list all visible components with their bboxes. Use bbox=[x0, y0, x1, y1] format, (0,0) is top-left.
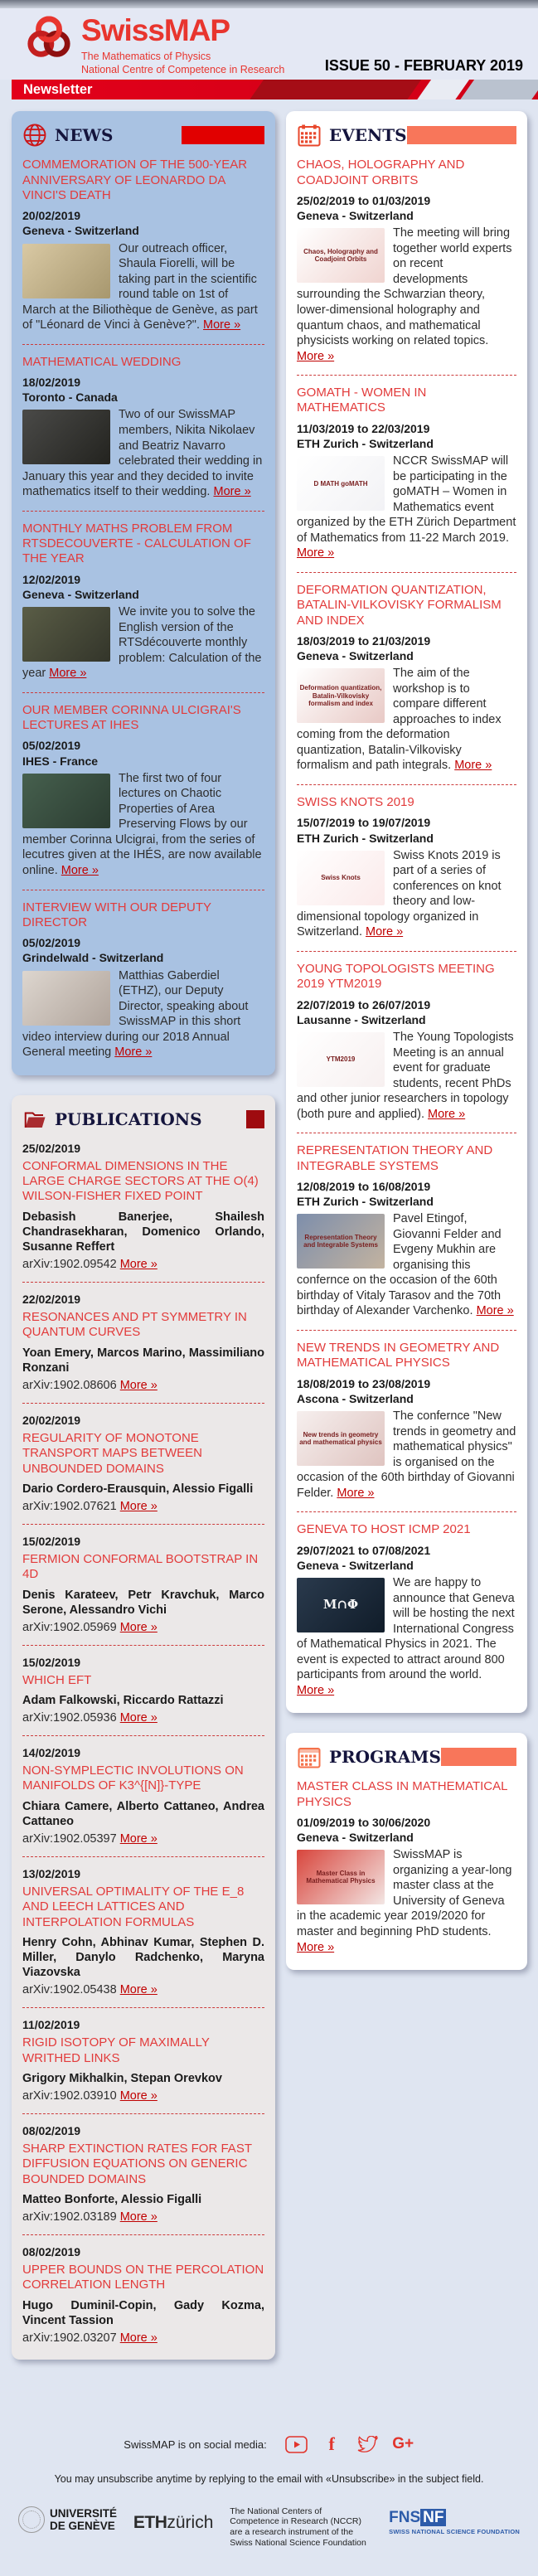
item-location: Lausanne - Switzerland bbox=[297, 1012, 426, 1026]
item-date: 08/02/2019 bbox=[22, 2124, 81, 2138]
item-body: We invite you to solve the English version of the RTSdécouverte monthly problem: Calculation of the year More » bbox=[22, 605, 262, 681]
item-body: Swiss Knots Swiss Knots 2019 is part of a series of conferences on knot theory and low-dimensional topology organized in Switzerland. More » bbox=[297, 848, 502, 939]
item-location: Geneva - Switzerland bbox=[297, 649, 414, 663]
snsf-caption: SWISS NATIONAL SCIENCE FOUNDATION bbox=[389, 2527, 520, 2535]
publication-item bbox=[22, 1735, 264, 1846]
item-body: YTM2019 The Young Topologists Meeting is an annual event for graduate students, recent PhDs and other junior researchers in topology (both pure and applied). More » bbox=[297, 1030, 514, 1121]
events-heading-bar bbox=[407, 126, 516, 144]
more-link[interactable]: More » bbox=[119, 1620, 158, 1634]
item-authors: Grigory Mikhalkin, Stepan Orevkov bbox=[22, 2071, 222, 2085]
more-link[interactable]: More » bbox=[119, 1499, 158, 1513]
calendar-icon bbox=[297, 123, 322, 148]
item-dates: 12/08/2019 to 16/08/2019 bbox=[297, 1179, 431, 1193]
item-authors: Yoan Emery, Marcos Marino, Massimiliano Ronzani bbox=[22, 1346, 264, 1375]
item-body: Matthias Gaberdiel (ETHZ), our Deputy Director, speaking about SwissMAP in this short video interview during our 2018 Annual General meeting More » bbox=[22, 968, 249, 1060]
more-link[interactable]: More » bbox=[297, 349, 335, 363]
eth-zurich-logo[interactable] bbox=[133, 2513, 214, 2533]
facebook-icon[interactable]: f bbox=[328, 2433, 335, 2455]
more-link[interactable]: More » bbox=[119, 2331, 158, 2345]
representation-theory-poster[interactable]: Representation Theory and Integrable Systems bbox=[297, 1214, 385, 1269]
program-item bbox=[297, 1779, 516, 1955]
item-title[interactable]: COMMEMORATION OF THE 500-YEAR ANNIVERSARY OF LEONARDO DA VINCI'S DEATH bbox=[22, 158, 248, 202]
event-item bbox=[297, 784, 516, 940]
item-date: 18/02/2019 bbox=[22, 376, 81, 390]
item-location: ETH Zurich - Switzerland bbox=[297, 1195, 434, 1209]
publication-item bbox=[22, 1142, 264, 1271]
item-dates: 29/07/2021 to 07/08/2021 bbox=[297, 1543, 431, 1557]
news-heading-bar bbox=[182, 126, 264, 144]
folder-icon bbox=[22, 1107, 47, 1132]
newsletter-header bbox=[0, 8, 538, 80]
publication-item bbox=[22, 2113, 264, 2224]
more-link[interactable]: More » bbox=[428, 1107, 466, 1121]
arxiv-line bbox=[22, 1983, 264, 1996]
item-title[interactable]: MONTHLY MATHS PROBLEM FROM RTSDECOUVERTE - CALCULATION OF THE YEAR bbox=[22, 521, 251, 566]
arxiv-line bbox=[22, 1379, 264, 1392]
item-title[interactable]: NON-SYMPLECTIC INVOLUTIONS ON MANIFOLDS OF K3^{[N]}-TYPE bbox=[22, 1763, 244, 1793]
event-item bbox=[297, 572, 516, 774]
publication-item bbox=[22, 2234, 264, 2345]
more-link[interactable]: More » bbox=[119, 1711, 158, 1725]
item-title[interactable]: GOMATH - WOMEN IN MATHEMATICS bbox=[297, 386, 427, 415]
new-trends-poster[interactable]: New trends in geometry and mathematical physics bbox=[297, 1411, 385, 1466]
item-authors: Henry Cohn, Abhinav Kumar, Stephen D. Miller, Danylo Radchenko, Maryna Viazovska bbox=[22, 1935, 264, 1980]
arxiv-id: arXiv:1902.05936 bbox=[22, 1711, 117, 1725]
item-location: Geneva - Switzerland bbox=[22, 224, 139, 238]
arxiv-id: arXiv:1902.09542 bbox=[22, 1258, 117, 1272]
arxiv-line bbox=[22, 2331, 264, 2345]
publications-list bbox=[22, 1142, 264, 2345]
publication-item bbox=[22, 1856, 264, 1996]
item-authors: Denis Karateev, Petr Kravchuk, Marco Serone, Alessandro Vichi bbox=[22, 1588, 264, 1617]
matthias-gaberdiel-video-still[interactable] bbox=[22, 971, 110, 1026]
item-title[interactable]: DEFORMATION QUANTIZATION, BATALIN-VILKOVISKY FORMALISM AND INDEX bbox=[297, 582, 502, 628]
item-title[interactable]: CONFORMAL DIMENSIONS IN THE LARGE CHARGE SECTORS AT THE O(4) WILSON-FISHER FIXED POINT bbox=[22, 1158, 259, 1204]
item-date: 05/02/2019 bbox=[22, 936, 81, 950]
snsf-nf-text: NF bbox=[420, 2509, 446, 2526]
arxiv-line bbox=[22, 1621, 264, 1634]
event-item bbox=[297, 375, 516, 561]
brand-title: SwissMAP bbox=[81, 13, 230, 47]
arxiv-line bbox=[22, 1832, 264, 1846]
publications-heading-square bbox=[246, 1110, 264, 1128]
item-dates: 22/07/2019 to 26/07/2019 bbox=[297, 997, 431, 1011]
programs-heading: PROGRAMS bbox=[329, 1747, 441, 1768]
item-location: Toronto - Canada bbox=[22, 391, 118, 405]
more-link[interactable]: More » bbox=[61, 864, 99, 877]
programs-heading-bar bbox=[441, 1748, 516, 1766]
more-link[interactable]: More » bbox=[114, 1045, 153, 1060]
item-title[interactable]: RESONANCES AND PT SYMMETRY IN QUANTUM CURVES bbox=[22, 1310, 247, 1340]
item-title[interactable]: UPPER BOUNDS ON THE PERCOLATION CORRELATION LENGTH bbox=[22, 2263, 264, 2292]
calendar-grid-icon bbox=[297, 1744, 322, 1769]
arxiv-id: arXiv:1902.03910 bbox=[22, 2089, 117, 2103]
item-title[interactable]: OUR MEMBER CORINNA ULCIGRAI'S LECTURES AT IHES bbox=[22, 702, 241, 733]
events-card bbox=[286, 111, 527, 1713]
news-item bbox=[22, 692, 264, 879]
google-plus-icon[interactable]: G+ bbox=[392, 2435, 414, 2453]
item-body: New trends in geometry and mathematical physics The confernce "New trends in geometry and mathematical physics" is organised on the occasion of the 60th birthday of Giovanni Felder. More » bbox=[297, 1409, 516, 1500]
event-item bbox=[297, 1133, 516, 1319]
item-date: 25/02/2019 bbox=[22, 1141, 81, 1155]
events-list bbox=[297, 158, 516, 1698]
social-media-label: SwissMAP is on social media: bbox=[124, 2438, 267, 2451]
chaos-holography-poster[interactable]: Chaos, Holography and Coadjoint Orbits bbox=[297, 228, 385, 283]
item-body: Chaos, Holography and Coadjoint Orbits The meeting will bring together world experts on recent developments surrounding the Schwarzian theory, lower-dimensional holography and quantum chaos, and mathematical physicists working on related topics. More » bbox=[297, 226, 512, 363]
more-link[interactable]: More » bbox=[476, 1304, 514, 1318]
item-body: The first two of four lectures on Chaotic Properties of Area Preserving Flows by our member Corinna Ulcigrai, from the series of lecutres given at the IHÉS, are now available online. More » bbox=[22, 771, 262, 877]
leonardo-manuscript-photo[interactable] bbox=[22, 244, 110, 298]
news-card bbox=[12, 111, 275, 1075]
item-date: 15/02/2019 bbox=[22, 1534, 81, 1548]
item-dates: 01/09/2019 to 30/06/2020 bbox=[297, 1815, 431, 1829]
item-dates: 25/02/2019 to 01/03/2019 bbox=[297, 193, 431, 207]
item-authors: Hugo Duminil-Copin, Gady Kozma, Vincent Tassion bbox=[22, 2298, 264, 2327]
arxiv-line bbox=[22, 2089, 264, 2103]
corinna-ulcigrai-lecture-photo[interactable] bbox=[22, 774, 110, 828]
nccr-description: The National Centers of Competence in Research (NCCR) are a research instrument of the Swiss National Science Foundation bbox=[230, 2506, 366, 2548]
item-title[interactable]: NEW TRENDS IN GEOMETRY AND MATHEMATICAL PHYSICS bbox=[297, 1341, 500, 1370]
item-date: 08/02/2019 bbox=[22, 2245, 81, 2259]
item-location: Grindelwald - Switzerland bbox=[22, 951, 164, 965]
more-link[interactable]: More » bbox=[337, 1486, 375, 1500]
item-title[interactable]: MASTER CLASS IN MATHEMATICAL PHYSICS bbox=[297, 1779, 507, 1809]
more-link[interactable]: More » bbox=[119, 1378, 158, 1392]
item-title[interactable]: INTERVIEW WITH OUR DEPUTY DIRECTOR bbox=[22, 900, 211, 929]
snsf-logo[interactable] bbox=[389, 2510, 520, 2535]
item-body: Deformation quantization, Batalin-Vilkovisky formalism and index The aim of the workshop is to compare different approaches to index coming from the deformation quantization, Batalin-Vilkovisky formalism and path integrals. More » bbox=[297, 667, 502, 773]
item-title[interactable]: UNIVERSAL OPTIMALITY OF THE E_8 AND LEECH LATTICES AND INTERPOLATION FORMULAS bbox=[22, 1885, 245, 1929]
brand-tagline-1: The Mathematics of Physics bbox=[81, 51, 211, 62]
unige-name-line2: DE GENÈVE bbox=[50, 2519, 115, 2532]
rts-monthly-problem-photo[interactable] bbox=[22, 607, 110, 662]
eth-logo-light: zürich bbox=[167, 2512, 214, 2532]
gomath-dmath-logo[interactable]: D MATH goMATH bbox=[297, 456, 385, 511]
item-date: 15/02/2019 bbox=[22, 1655, 81, 1669]
item-authors: Chiara Camere, Alberto Cattaneo, Andrea Cattaneo bbox=[22, 1799, 264, 1828]
arxiv-line bbox=[22, 1258, 264, 1271]
item-dates: 18/08/2019 to 23/08/2019 bbox=[297, 1376, 431, 1390]
item-location: ETH Zurich - Switzerland bbox=[297, 831, 434, 845]
unige-name-line1: UNIVERSITÉ bbox=[50, 2506, 118, 2520]
news-item bbox=[22, 890, 264, 1060]
item-date: 20/02/2019 bbox=[22, 1413, 81, 1427]
item-title[interactable]: WHICH EFT bbox=[22, 1672, 92, 1687]
publication-item bbox=[22, 1282, 264, 1392]
item-body: D MATH goMATH NCCR SwissMAP will be participating in the goMATH – Women in Mathematics event organized by the ETH Zürich Department of Mathematics from 11-22 March 2019. More » bbox=[297, 454, 516, 560]
more-link[interactable]: More » bbox=[203, 318, 241, 332]
youtube-icon[interactable] bbox=[285, 2434, 308, 2455]
ytm2019-logo[interactable]: YTM2019 bbox=[297, 1032, 385, 1087]
item-date: 13/02/2019 bbox=[22, 1867, 81, 1881]
programs-card bbox=[286, 1733, 527, 1970]
item-title[interactable]: GENEVA TO HOST ICMP 2021 bbox=[297, 1522, 471, 1537]
arxiv-id: arXiv:1902.07621 bbox=[22, 1499, 117, 1513]
more-link[interactable]: More » bbox=[366, 925, 404, 939]
item-location: Geneva - Switzerland bbox=[297, 1558, 414, 1572]
item-date: 20/02/2019 bbox=[22, 209, 81, 223]
item-location: Ascona - Switzerland bbox=[297, 1391, 414, 1405]
event-item bbox=[297, 1511, 516, 1698]
item-body: Two of our SwissMAP members, Nikita Nikolaev and Beatriz Navarro celebrated their wedding in January this year and they decided to invite mathematics itself to their wedding. More » bbox=[22, 408, 263, 499]
item-location: Geneva - Switzerland bbox=[297, 209, 414, 223]
more-link[interactable]: More » bbox=[119, 2089, 158, 2103]
event-item bbox=[297, 1330, 516, 1501]
publication-item bbox=[22, 1524, 264, 1634]
issue-label: ISSUE 50 - FEBRUARY 2019 bbox=[324, 57, 523, 75]
item-location: Geneva - Switzerland bbox=[297, 1831, 414, 1845]
arxiv-id: arXiv:1902.03207 bbox=[22, 2331, 117, 2345]
item-authors: Dario Cordero-Erausquin, Alessio Figalli bbox=[22, 1482, 254, 1496]
more-link[interactable]: More » bbox=[119, 1258, 158, 1272]
arxiv-id: arXiv:1902.03189 bbox=[22, 2210, 117, 2224]
publication-item bbox=[22, 1645, 264, 1725]
item-title[interactable]: RIGID ISOTOPY OF MAXIMALLY WRITHED LINKS bbox=[22, 2035, 210, 2065]
news-heading: NEWS bbox=[55, 125, 114, 146]
item-title[interactable]: SHARP EXTINCTION RATES FOR FAST DIFFUSION EQUATIONS ON GENERIC BOUNDED DOMAINS bbox=[22, 2142, 252, 2186]
item-date: 05/02/2019 bbox=[22, 739, 81, 753]
item-dates: 18/03/2019 to 21/03/2019 bbox=[297, 633, 431, 648]
event-item bbox=[297, 158, 516, 364]
item-authors: Adam Falkowski, Riccardo Rattazzi bbox=[22, 1694, 224, 1708]
banner-title: Newsletter bbox=[23, 82, 93, 98]
more-link[interactable]: More » bbox=[454, 759, 492, 773]
item-authors: Matteo Bonforte, Alessio Figalli bbox=[22, 2192, 202, 2206]
globe-icon bbox=[22, 123, 47, 148]
arxiv-id: arXiv:1902.08606 bbox=[22, 1378, 117, 1392]
brand-tagline-2: National Centre of Competence in Research bbox=[81, 63, 285, 75]
item-title[interactable]: MATHEMATICAL WEDDING bbox=[22, 354, 182, 369]
item-location: ETH Zurich - Switzerland bbox=[297, 436, 434, 450]
item-title[interactable]: FERMION CONFORMAL BOOTSTRAP IN 4D bbox=[22, 1551, 259, 1582]
item-body: Our outreach officer, Shaula Fiorelli, will be taking part in the scientific round table on 1st of March at the Biliothèque de Genève, as part of "Léonard de Vinci à Genève?". More » bbox=[22, 241, 258, 332]
more-link[interactable]: More » bbox=[297, 546, 335, 560]
item-body: M∩Φ We are happy to announce that Geneva will be hosting the next International Congress of Mathematical Physics in 2021. The event is expected to attract around 800 participants from around the world. More » bbox=[297, 1575, 515, 1697]
arxiv-line bbox=[22, 1711, 264, 1725]
arxiv-id: arXiv:1902.05969 bbox=[22, 1620, 117, 1634]
event-item bbox=[297, 951, 516, 1122]
more-link[interactable]: More » bbox=[119, 2210, 158, 2224]
item-date: 14/02/2019 bbox=[22, 1746, 81, 1760]
swiss-knots-map-drawing[interactable]: Swiss Knots bbox=[297, 851, 385, 905]
item-dates: 11/03/2019 to 22/03/2019 bbox=[297, 421, 430, 435]
more-link[interactable]: More » bbox=[297, 1940, 335, 1954]
item-body: Representation Theory and Integrable Systems Pavel Etingof, Giovanni Felder and Evgeny Mukhin are organising this confernce on the occasion of the 60th birthday of Vitaly Tarasov and the 70th birthday of Alexander Varchenko. More » bbox=[297, 1212, 514, 1318]
item-title[interactable]: YOUNG TOPOLOGISTS MEETING 2019 YTM2019 bbox=[297, 961, 495, 992]
item-location: Geneva - Switzerland bbox=[22, 587, 139, 601]
unige-logo[interactable] bbox=[18, 2506, 117, 2533]
master-class-poster[interactable]: Master Class in Mathematical Physics bbox=[297, 1850, 385, 1904]
swissmap-logo-icon[interactable] bbox=[25, 13, 73, 65]
more-link[interactable]: More » bbox=[213, 485, 251, 499]
publication-item bbox=[22, 2007, 264, 2103]
more-link[interactable]: More » bbox=[49, 667, 87, 681]
item-date: 12/02/2019 bbox=[22, 572, 81, 586]
news-list bbox=[22, 158, 264, 1060]
arxiv-id: arXiv:1902.05397 bbox=[22, 1832, 117, 1846]
item-title[interactable]: REGULARITY OF MONOTONE TRANSPORT MAPS BETWEEN UNBOUNDED DOMAINS bbox=[22, 1430, 202, 1476]
newsletter-banner bbox=[12, 80, 538, 99]
newsletter-footer bbox=[0, 2391, 538, 2576]
events-heading: EVENTS bbox=[329, 125, 407, 146]
item-title[interactable]: REPRESENTATION THEORY AND INTEGRABLE SYSTEMS bbox=[297, 1143, 493, 1173]
item-date: 22/02/2019 bbox=[22, 1293, 81, 1307]
item-title[interactable]: SWISS KNOTS 2019 bbox=[297, 795, 414, 810]
news-item bbox=[22, 511, 264, 682]
news-item bbox=[22, 158, 264, 333]
arxiv-line bbox=[22, 2210, 264, 2224]
icmp-2021-logo[interactable]: M∩Φ bbox=[297, 1578, 385, 1632]
arxiv-line bbox=[22, 1500, 264, 1513]
item-title[interactable]: CHAOS, HOLOGRAPHY AND COADJOINT ORBITS bbox=[297, 158, 465, 187]
twitter-icon[interactable] bbox=[356, 2434, 379, 2455]
news-item bbox=[22, 344, 264, 500]
item-dates: 15/07/2019 to 19/07/2019 bbox=[297, 816, 431, 830]
wedding-blackboard-photo[interactable] bbox=[22, 410, 110, 464]
eth-logo-bold: ETH bbox=[133, 2512, 167, 2532]
item-body: Master Class in Mathematical Physics SwissMAP is organizing a year-long master class at the University of Geneva in the academic year 2019/2020 for master and beginning PhD students. More » bbox=[297, 1848, 512, 1954]
publications-heading: PUBLICATIONS bbox=[55, 1109, 202, 1129]
more-link[interactable]: More » bbox=[119, 1832, 158, 1846]
arxiv-id: arXiv:1902.05438 bbox=[22, 1983, 117, 1997]
item-authors: Debasish Banerjee, Shailesh Chandrasekharan, Domenico Orlando, Susanne Reffert bbox=[22, 1210, 264, 1254]
publications-card bbox=[12, 1095, 275, 2360]
publication-item bbox=[22, 1403, 264, 1513]
unsubscribe-note: You may unsubscribe anytime by replying to the email with «Unsubscribe» in the subject field. bbox=[54, 2472, 484, 2485]
deformation-quantization-poster[interactable]: Deformation quantization, Batalin-Vilkovisky formalism and index bbox=[297, 668, 385, 723]
programs-list bbox=[297, 1779, 516, 1955]
more-link[interactable]: More » bbox=[119, 1983, 158, 1997]
top-gradient-strip bbox=[0, 0, 538, 8]
item-date: 11/02/2019 bbox=[22, 2018, 80, 2032]
unige-seal-icon bbox=[18, 2506, 45, 2533]
more-link[interactable]: More » bbox=[297, 1683, 335, 1697]
snsf-fns-text: FNS bbox=[389, 2508, 421, 2526]
item-location: IHES - France bbox=[22, 754, 99, 768]
